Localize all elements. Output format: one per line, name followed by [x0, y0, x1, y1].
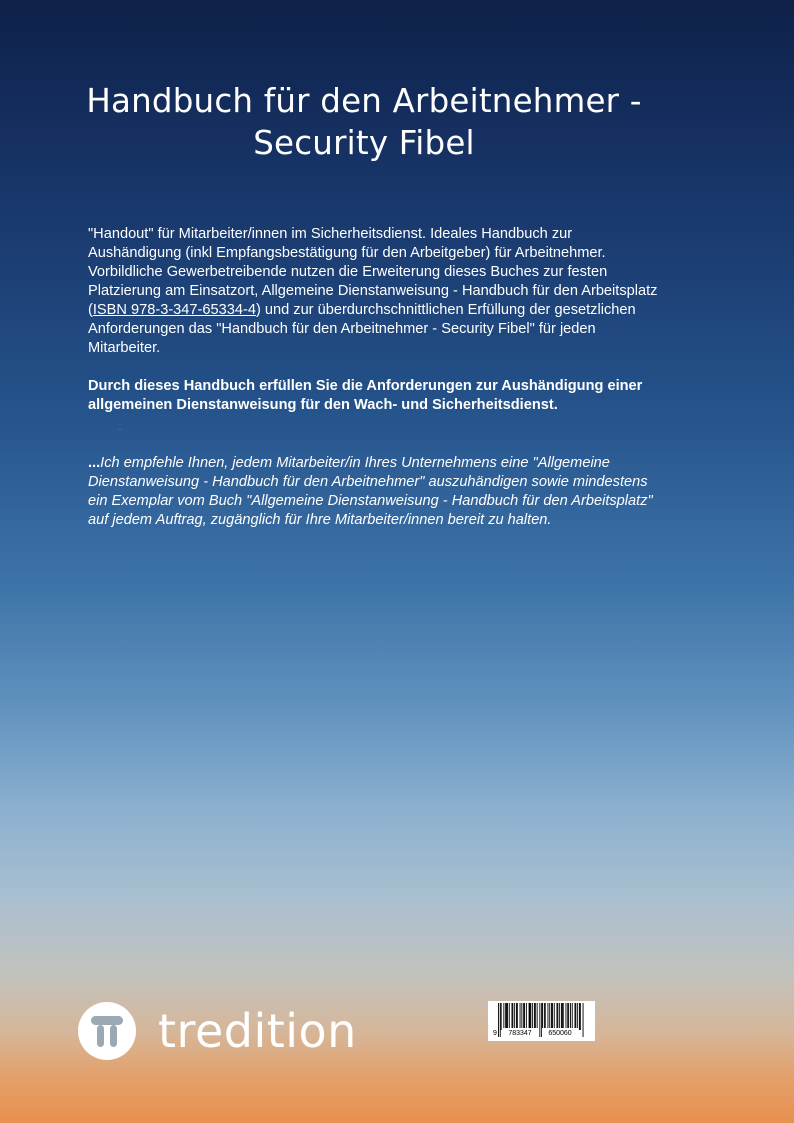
- publisher-name: tredition: [158, 1004, 357, 1058]
- barcode-bar: [517, 1003, 518, 1030]
- isbn-barcode: [488, 1001, 595, 1041]
- barcode-bar: [580, 1003, 581, 1030]
- barcode-bar: [552, 1003, 553, 1030]
- barcode-bar: [544, 1003, 545, 1030]
- blurb-text-after: ) und zur überdurchschnittlichen Erfüllung der gesetzlichen Anforderungen das "Handbuch für den Arbeitnehmer - Security Fibel" für jeden Mitarbeiter.: [88, 302, 636, 356]
- barcode-bar: [512, 1003, 513, 1030]
- tiny-mark: -: [119, 427, 121, 433]
- barcode-bar: [506, 1003, 507, 1030]
- barcode-first-digit: 9: [493, 1030, 497, 1037]
- barcode-bar: [554, 1003, 555, 1030]
- barcode-bar: [534, 1003, 535, 1030]
- barcode-bar: [532, 1003, 533, 1030]
- barcode-bar: [579, 1003, 580, 1030]
- barcode-bar: [503, 1003, 504, 1030]
- tredition-logo-icon: [78, 1002, 136, 1060]
- isbn-link[interactable]: ISBN 978-3-347-65334-4: [92, 302, 256, 318]
- barcode-bar: [530, 1003, 531, 1030]
- barcode-bar: [572, 1003, 573, 1030]
- barcode-bar: [563, 1003, 564, 1030]
- barcode-bar: [529, 1003, 530, 1030]
- barcode-bar: [568, 1003, 569, 1030]
- quote-lead: ...: [88, 455, 101, 471]
- barcode-bar: [509, 1003, 510, 1030]
- barcode-digits: [488, 1028, 595, 1039]
- barcode-bar: [557, 1003, 558, 1030]
- barcode-bar: [524, 1003, 525, 1030]
- blurb-paragraph: [88, 225, 663, 358]
- publisher-logo: [78, 1001, 357, 1061]
- barcode-bar: [523, 1003, 524, 1030]
- barcode-bar: [575, 1003, 576, 1030]
- barcode-bar: [512, 1003, 513, 1030]
- barcode-bar: [549, 1003, 550, 1030]
- barcode-bar: [535, 1003, 536, 1030]
- barcode-bar: [505, 1003, 506, 1030]
- quote-text: Ich empfehle Ihnen, jedem Mitarbeiter/in Ihres Unternehmens eine "Allgemeine Dienstanweisung - Handbuch für den Arbeitnehmer" auszuhändigen sowie mindestens ein Exemplar vom Buch "Allgemeine Dienstanweisung - Handbuch für den Arbeitsplatz" auf jedem Auftrag, zugänglich für Ihre Mitarbeiter/innen bereit zu halten.: [88, 455, 653, 528]
- barcode-bar: [530, 1003, 531, 1030]
- barcode-bar: [548, 1003, 549, 1030]
- book-title: [64, 80, 664, 164]
- barcode-bar: [551, 1003, 552, 1030]
- barcode-bar: [566, 1003, 567, 1030]
- barcode-bar: [507, 1003, 508, 1030]
- quote-paragraph: [88, 454, 663, 530]
- barcode-bar: [570, 1003, 571, 1030]
- barcode-bar: [577, 1003, 578, 1030]
- barcode-bar: [567, 1003, 568, 1030]
- bold-note-paragraph: Durch dieses Handbuch erfüllen Sie die Anforderungen zur Aushändigung einer allgemeinen Dienstanweisung für den Wach- und Sicherheitsdienst.: [88, 378, 643, 413]
- barcode-bar: [545, 1003, 546, 1030]
- barcode-bar: [562, 1003, 563, 1030]
- barcode-right-group: 650060: [542, 1028, 578, 1039]
- barcode-bar: [526, 1003, 527, 1030]
- book-title-line-1: Handbuch für den Arbeitnehmer -: [86, 82, 642, 120]
- barcode-bar: [557, 1003, 558, 1030]
- barcode-left-group: 783347: [502, 1028, 538, 1039]
- blurb-text-before: "Handout" für Mitarbeiter/innen im Sicherheitsdienst. Ideales Handbuch zur Aushändigung (inkl Empfangsbestätigung für den Arbeitgeber) für Arbeitnehmer. Vorbildliche Gewerbetreibende nutzen die Erweiterung dieses Buches zur festen Platzierung am Einsatzort, Allgemeine Dienstanweisung - Handbuch für den Arbeitsplatz (: [88, 226, 658, 318]
- barcode-bar: [561, 1003, 562, 1030]
- barcode-bar: [521, 1003, 522, 1030]
- barcode-bar: [501, 1003, 502, 1030]
- barcode-bar: [514, 1003, 515, 1030]
- barcode-bar: [575, 1003, 576, 1030]
- book-title-line-2: Security Fibel: [253, 124, 475, 162]
- barcode-bar: [537, 1003, 538, 1030]
- barcode-bar: [516, 1003, 517, 1030]
- barcode-bar: [520, 1003, 521, 1030]
- barcode-bar: [559, 1003, 560, 1030]
